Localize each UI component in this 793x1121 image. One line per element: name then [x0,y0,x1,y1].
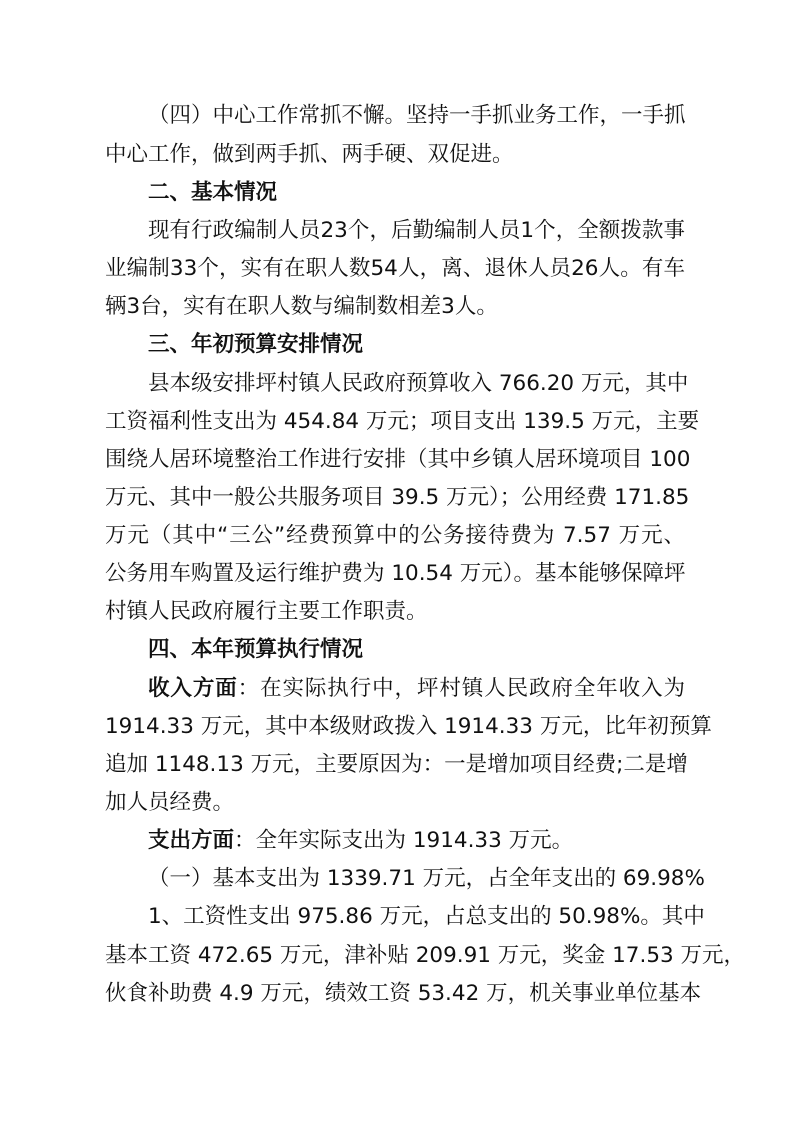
paragraph-line: 万元（其中“三公”经费预算中的公务接待费为 7.57 万元、 [105,523,685,548]
paragraph-line: 工资福利性支出为 454.84 万元；项目支出 139.5 万元，主要 [105,409,700,434]
paragraph-line: 加人员经费。 [105,790,235,815]
paragraph-line: 万元、其中一般公共服务项目 39.5 万元）；公用经费 171.85 [105,485,690,510]
paragraph-line: 村镇人民政府履行主要工作职责。 [105,599,428,624]
paragraph-line: 基本工资 472.65 万元，津补贴 209.91 万元，奖金 17.53 万元， [105,943,746,968]
section-heading: 四、本年预算执行情况 [148,637,364,662]
paragraph-line: 追加 1148.13 万元，主要原因为：一是增加项目经费;二是增 [105,752,688,777]
paragraph-line [148,676,685,702]
section-heading: 二、基本情况 [148,180,278,205]
paragraph-line: 围绕人居环境整治工作进行安排（其中乡镇人居环境项目 100 [105,447,691,472]
paragraph-line: 公务用车购置及运行维护费为 10.54 万元）。基本能够保障坪 [105,561,686,586]
paragraph-line: 1、工资性支出 975.86 万元，占总支出的 50.98%。其中 [148,904,705,929]
paragraph-line: 辆3台，实有在职人数与编制数相差3人。 [105,294,498,319]
expenditure-label: 支出方面 [148,828,235,853]
paragraph-line: 1914.33 万元，其中本级财政拨入 1914.33 万元，比年初预算 [105,714,712,739]
paragraph-line: 县本级安排坪村镇人民政府预算收入 766.20 万元，其中 [148,371,689,396]
income-label: 收入方面 [148,676,238,701]
income-text: ：在实际执行中，坪村镇人民政府全年收入为 [237,676,685,701]
paragraph-line: 伙食补助费 4.9 万元，绩效工资 53.42 万，机关事业单位基本 [105,981,702,1006]
paragraph-line: （一）基本支出为 1339.71 万元，占全年支出的 69.98% [148,866,705,891]
section-heading: 三、年初预算安排情况 [148,332,364,357]
paragraph-line: 现有行政编制人员23个，后勤编制人员1个，全额拨款事 [148,218,685,243]
paragraph-line: 中心工作，做到两手抓、两手硬、双促进。 [105,142,514,167]
paragraph-line: 业编制33个，实有在职人数54人，离、退休人员26人。有车 [105,256,685,281]
paragraph-line: （四）中心工作常抓不懈。坚持一手抓业务工作，一手抓 [148,103,686,128]
paragraph-line [148,828,685,854]
expenditure-text: ：全年实际支出为 1914.33 万元。 [234,828,574,853]
